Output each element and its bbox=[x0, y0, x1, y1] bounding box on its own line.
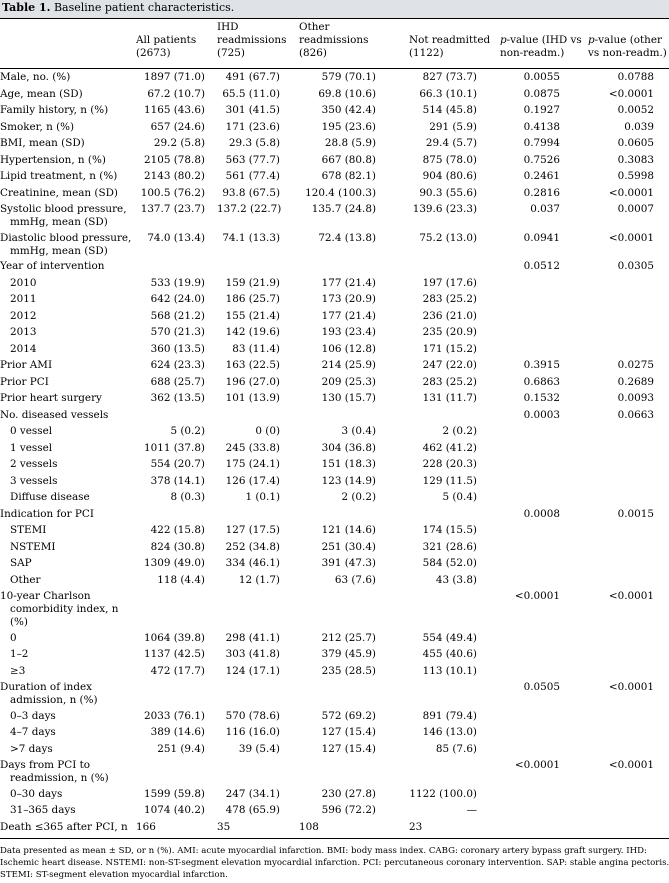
cell-notre: — bbox=[466, 804, 477, 817]
cell-p2: <0.0001 bbox=[608, 681, 654, 694]
header-p-text: -value (other bbox=[594, 34, 662, 47]
cell-notre: 129 (11.5) bbox=[422, 474, 477, 487]
cell-ihd: 491 (67.7) bbox=[225, 71, 280, 83]
row-label: 31–365 days bbox=[10, 804, 76, 817]
cell-notre: 197 (17.6) bbox=[422, 276, 477, 289]
cell-ihd: 478 (65.9) bbox=[225, 804, 280, 817]
cell-notre: 247 (22.0) bbox=[422, 359, 477, 371]
cell-all: 389 (14.6) bbox=[150, 726, 205, 739]
cell-p1: 0.7994 bbox=[523, 137, 560, 149]
cell-ihd: 196 (27.0) bbox=[225, 375, 280, 388]
table-footnote bbox=[0, 845, 669, 881]
cell-other: 135.7 (24.8) bbox=[311, 203, 376, 215]
row-label: 3 vessels bbox=[10, 474, 58, 487]
cell-p1: 0.0941 bbox=[523, 231, 560, 244]
cell-notre: 171 (15.2) bbox=[422, 342, 477, 355]
cell-p2: 0.0305 bbox=[617, 260, 654, 272]
row-label: 2012 bbox=[10, 309, 37, 322]
cell-p2: 0.2689 bbox=[617, 375, 654, 388]
cell-notre: 875 (78.0) bbox=[422, 153, 477, 166]
cell-all: 657 (24.6) bbox=[150, 120, 205, 133]
cell-ihd: 171 (23.6) bbox=[225, 120, 280, 133]
row-label: Prior AMI bbox=[0, 359, 53, 371]
cell-all: 624 (23.3) bbox=[150, 359, 205, 371]
cell-all: 554 (20.7) bbox=[150, 458, 205, 470]
cell-all: 362 (13.5) bbox=[150, 392, 205, 404]
row-label: 10-year Charlson bbox=[0, 590, 91, 602]
row-label: 0–30 days bbox=[10, 787, 63, 800]
header-p-italic: p bbox=[500, 34, 507, 47]
cell-other: 230 (27.8) bbox=[321, 787, 376, 800]
row-label: Prior heart surgery bbox=[0, 392, 102, 404]
row-label: 2014 bbox=[10, 342, 37, 355]
cell-notre: 5 (0.4) bbox=[442, 491, 477, 503]
cell-p1: 0.1927 bbox=[523, 104, 560, 116]
header-other-readmissions: readmissions bbox=[299, 34, 369, 47]
cell-all: 2033 (76.1) bbox=[144, 709, 205, 722]
cell-all: 2143 (80.2) bbox=[144, 170, 205, 182]
row-label: 2 vessels bbox=[10, 458, 58, 470]
row-label: 2011 bbox=[10, 293, 37, 305]
cell-ihd: 247 (34.1) bbox=[225, 787, 280, 800]
cell-ihd: 0 (0) bbox=[255, 425, 280, 437]
header-p1-pvalue bbox=[500, 34, 582, 47]
cell-other: 28.8 (5.9) bbox=[324, 137, 376, 149]
cell-ihd: 127 (17.5) bbox=[225, 524, 280, 536]
cell-all: 422 (15.8) bbox=[150, 524, 205, 536]
cell-ihd: 163 (22.5) bbox=[225, 359, 280, 371]
cell-all: 1074 (40.2) bbox=[144, 804, 205, 817]
cell-p2: 0.0788 bbox=[617, 71, 654, 83]
cell-other: 235 (28.5) bbox=[321, 664, 376, 677]
cell-other: 579 (70.1) bbox=[321, 71, 376, 83]
cell-other: 214 (25.9) bbox=[321, 359, 376, 371]
row-label: mmHg, mean (SD) bbox=[10, 244, 108, 257]
cell-notre: 146 (13.0) bbox=[422, 726, 477, 739]
row-label: Year of intervention bbox=[0, 260, 105, 272]
cell-all: 688 (25.7) bbox=[150, 375, 205, 388]
header-other-readmissions: (826) bbox=[299, 47, 327, 60]
cell-other: 130 (15.7) bbox=[321, 392, 376, 404]
cell-notre: 131 (11.7) bbox=[422, 392, 477, 404]
cell-other: 304 (36.8) bbox=[321, 441, 376, 454]
cell-p2: <0.0001 bbox=[608, 231, 654, 244]
footnote-line-2: Ischemic heart disease. NSTEMI: non-ST-segment elevation myocardial infarction. PCI: percutaneous coronary intervention. SAP: stable angina pectoris. bbox=[0, 858, 669, 868]
cell-other: 108 bbox=[299, 820, 319, 833]
cell-p1: 0.037 bbox=[530, 203, 560, 215]
cell-notre: 321 (28.6) bbox=[422, 540, 477, 553]
cell-other: 173 (20.9) bbox=[321, 293, 376, 305]
cell-ihd: 561 (77.4) bbox=[225, 170, 280, 182]
row-label: Smoker, n (%) bbox=[0, 120, 75, 133]
header-p-text: -value (IHD vs bbox=[506, 34, 582, 47]
cell-ihd: 245 (33.8) bbox=[225, 441, 280, 454]
cell-all: 1137 (42.5) bbox=[144, 648, 205, 661]
cell-other: 572 (69.2) bbox=[321, 709, 376, 722]
cell-all: 29.2 (5.8) bbox=[153, 137, 205, 149]
cell-notre: 75.2 (13.0) bbox=[419, 231, 477, 244]
footnote-line-1: Data presented as mean ± SD, or n (%). AMI: acute myocardial infarction. BMI: body mass index. CABG: coronary artery bypass graft surgery. IHD: bbox=[0, 846, 647, 856]
cell-p1: 0.4138 bbox=[523, 120, 560, 133]
row-label: 0 vessel bbox=[10, 425, 53, 437]
cell-all: 1165 (43.6) bbox=[144, 104, 205, 116]
table-number: Table 1. bbox=[2, 1, 51, 14]
header-p1-pvalue bbox=[500, 47, 564, 60]
cell-all: 1011 (37.8) bbox=[144, 441, 205, 454]
row-label: comorbidity index, n bbox=[10, 603, 119, 616]
cell-p1: 0.6863 bbox=[523, 375, 560, 388]
cell-notre: 85 (7.6) bbox=[435, 742, 477, 755]
cell-p2: 0.0007 bbox=[617, 203, 654, 215]
cell-all: 360 (13.5) bbox=[150, 342, 205, 355]
cell-all: 8 (0.3) bbox=[170, 491, 205, 503]
cell-all: 1599 (59.8) bbox=[144, 787, 205, 800]
cell-p2: 0.0093 bbox=[617, 392, 654, 404]
row-label: (%) bbox=[10, 616, 28, 629]
cell-ihd: 126 (17.4) bbox=[225, 474, 280, 487]
cell-p1: 0.0875 bbox=[523, 87, 560, 100]
cell-ihd: 570 (78.6) bbox=[225, 709, 280, 722]
cell-other: 195 (23.6) bbox=[321, 120, 376, 133]
cell-all: 118 (4.4) bbox=[157, 573, 205, 586]
cell-ihd: 1 (0.1) bbox=[245, 491, 280, 503]
row-label: Duration of index bbox=[0, 681, 93, 694]
cell-other: 251 (30.4) bbox=[321, 540, 376, 553]
header-p2-pvalue bbox=[588, 34, 662, 47]
cell-other: 350 (42.4) bbox=[321, 104, 376, 116]
header-p-text: non-readm.) bbox=[500, 47, 565, 60]
cell-notre: 139.6 (23.3) bbox=[412, 203, 477, 215]
cell-p2: 0.5998 bbox=[617, 170, 654, 182]
cell-p2: 0.0275 bbox=[617, 359, 654, 371]
header-all-patients: (2673) bbox=[136, 47, 171, 60]
cell-notre: 23 bbox=[409, 820, 423, 833]
cell-ihd: 39 (5.4) bbox=[238, 742, 280, 755]
row-label: ≥3 bbox=[10, 664, 26, 677]
cell-ihd: 29.3 (5.8) bbox=[228, 137, 280, 149]
cell-notre: 236 (21.0) bbox=[422, 309, 477, 322]
cell-other: 121 (14.6) bbox=[321, 524, 376, 536]
cell-ihd: 124 (17.1) bbox=[225, 664, 280, 677]
cell-all: 1309 (49.0) bbox=[144, 557, 205, 569]
cell-p1: 0.7526 bbox=[523, 153, 560, 166]
cell-other: 151 (18.3) bbox=[321, 458, 376, 470]
cell-ihd: 74.1 (13.3) bbox=[222, 231, 280, 244]
header-p-text: vs non-readm.) bbox=[588, 47, 667, 60]
cell-notre: 891 (79.4) bbox=[422, 709, 477, 722]
row-label: No. diseased vessels bbox=[0, 408, 109, 421]
cell-ihd: 83 (11.4) bbox=[232, 342, 280, 355]
row-label: 0–3 days bbox=[10, 709, 56, 722]
cell-ihd: 35 bbox=[217, 820, 231, 833]
cell-notre: 514 (45.8) bbox=[422, 104, 477, 116]
row-label: 1–2 bbox=[10, 648, 29, 661]
header-ihd-readmissions: (725) bbox=[217, 47, 245, 60]
row-label: mmHg, mean (SD) bbox=[10, 216, 108, 229]
cell-ihd: 65.5 (11.0) bbox=[222, 87, 280, 100]
cell-p1: 0.0505 bbox=[523, 681, 560, 694]
cell-all: 1897 (71.0) bbox=[144, 71, 205, 83]
cell-notre: 554 (49.4) bbox=[422, 631, 477, 644]
row-label: SAP bbox=[10, 557, 32, 569]
header-p-italic: p bbox=[588, 34, 595, 47]
cell-ihd: 303 (41.8) bbox=[225, 648, 280, 661]
cell-p2: 0.0663 bbox=[617, 408, 654, 421]
baseline-characteristics-table bbox=[0, 18, 669, 840]
cell-notre: 283 (25.2) bbox=[422, 293, 477, 305]
cell-notre: 174 (15.5) bbox=[422, 524, 477, 536]
header-other-readmissions: Other bbox=[299, 21, 330, 33]
cell-ihd: 175 (24.1) bbox=[225, 458, 280, 470]
row-label: >7 days bbox=[10, 742, 53, 755]
row-label: Other bbox=[10, 573, 41, 586]
cell-notre: 291 (5.9) bbox=[429, 120, 477, 133]
cell-notre: 66.3 (10.1) bbox=[419, 87, 477, 100]
table-top-rule bbox=[0, 18, 669, 19]
cell-all: 824 (30.8) bbox=[150, 540, 205, 553]
cell-all: 533 (19.9) bbox=[150, 276, 205, 289]
cell-p2: 0.0052 bbox=[617, 104, 654, 116]
cell-p1: <0.0001 bbox=[514, 590, 560, 602]
cell-all: 67.2 (10.7) bbox=[147, 87, 205, 100]
cell-p1: 0.2461 bbox=[523, 170, 560, 182]
cell-p2: <0.0001 bbox=[608, 590, 654, 602]
row-label: Systolic blood pressure, bbox=[0, 203, 127, 215]
cell-all: 5 (0.2) bbox=[170, 425, 205, 437]
row-label: Hypertension, n (%) bbox=[0, 153, 106, 166]
cell-other: 379 (45.9) bbox=[321, 648, 376, 661]
cell-p1: 0.3915 bbox=[523, 359, 560, 371]
cell-p2: 0.0605 bbox=[617, 137, 654, 149]
header-ihd-readmissions: readmissions bbox=[217, 34, 287, 47]
cell-notre: 43 (3.8) bbox=[435, 573, 477, 586]
cell-other: 106 (12.8) bbox=[321, 342, 376, 355]
cell-all: 472 (17.7) bbox=[150, 664, 205, 677]
cell-other: 596 (72.2) bbox=[321, 804, 376, 817]
footnote-line-3: STEMI: ST-segment elevation myocardial infarction. bbox=[0, 870, 228, 880]
header-not-readmitted: (1122) bbox=[409, 47, 444, 60]
cell-notre: 455 (40.6) bbox=[422, 648, 477, 661]
row-label: Male, no. (%) bbox=[0, 71, 71, 83]
cell-p1: <0.0001 bbox=[514, 759, 560, 772]
row-label: Death ≤365 after PCI, n bbox=[0, 820, 128, 833]
cell-other: 177 (21.4) bbox=[321, 309, 376, 322]
row-label: NSTEMI bbox=[10, 540, 56, 553]
cell-all: 642 (24.0) bbox=[150, 293, 205, 305]
cell-all: 568 (21.2) bbox=[150, 309, 205, 322]
table-header-rule bbox=[0, 68, 669, 69]
table-bottom-rule bbox=[0, 838, 669, 839]
cell-notre: 235 (20.9) bbox=[422, 326, 477, 338]
cell-all: 2105 (78.8) bbox=[144, 153, 205, 166]
cell-p1: 0.2816 bbox=[523, 186, 560, 199]
row-label: Family history, n (%) bbox=[0, 104, 109, 116]
cell-ihd: 93.8 (67.5) bbox=[222, 186, 280, 199]
cell-p2: 0.0015 bbox=[617, 507, 654, 520]
cell-ihd: 563 (77.7) bbox=[225, 153, 280, 166]
cell-notre: 113 (10.1) bbox=[422, 664, 477, 677]
row-label: BMI, mean (SD) bbox=[0, 137, 85, 149]
cell-ihd: 334 (46.1) bbox=[225, 557, 280, 569]
cell-all: 137.7 (23.7) bbox=[140, 203, 205, 215]
cell-all: 1064 (39.8) bbox=[144, 631, 205, 644]
row-label: Creatinine, mean (SD) bbox=[0, 186, 118, 199]
cell-other: 667 (80.8) bbox=[321, 153, 376, 166]
cell-notre: 584 (52.0) bbox=[422, 557, 477, 569]
cell-ihd: 116 (16.0) bbox=[225, 726, 280, 739]
cell-ihd: 301 (41.5) bbox=[225, 104, 280, 116]
cell-ihd: 101 (13.9) bbox=[225, 392, 280, 404]
cell-ihd: 186 (25.7) bbox=[225, 293, 280, 305]
row-label: STEMI bbox=[10, 524, 47, 536]
row-label: 2010 bbox=[10, 276, 37, 289]
header-not-readmitted: Not readmitted bbox=[409, 34, 491, 47]
cell-other: 678 (82.1) bbox=[321, 170, 376, 182]
cell-other: 69.8 (10.6) bbox=[318, 87, 376, 100]
cell-p2: <0.0001 bbox=[608, 759, 654, 772]
header-p2-pvalue bbox=[588, 47, 667, 60]
cell-all: 100.5 (76.2) bbox=[140, 186, 205, 199]
cell-p2: <0.0001 bbox=[608, 87, 654, 100]
row-label: Prior PCI bbox=[0, 375, 49, 388]
cell-other: 3 (0.4) bbox=[341, 425, 376, 437]
cell-p1: 0.0512 bbox=[523, 260, 560, 272]
table-caption bbox=[2, 1, 234, 15]
cell-notre: 228 (20.3) bbox=[422, 458, 477, 470]
row-label: Age, mean (SD) bbox=[0, 87, 83, 100]
cell-ihd: 252 (34.8) bbox=[225, 540, 280, 553]
table-caption-bar bbox=[0, 0, 669, 18]
cell-notre: 462 (41.2) bbox=[422, 441, 477, 454]
cell-other: 127 (15.4) bbox=[321, 742, 376, 755]
row-label: admission, n (%) bbox=[10, 694, 98, 707]
cell-other: 2 (0.2) bbox=[341, 491, 376, 503]
cell-other: 212 (25.7) bbox=[321, 631, 376, 644]
cell-all: 166 bbox=[136, 820, 156, 833]
row-label: 0 bbox=[10, 631, 17, 644]
cell-other: 177 (21.4) bbox=[321, 276, 376, 289]
cell-notre: 827 (73.7) bbox=[422, 71, 477, 83]
cell-p1: 0.0008 bbox=[523, 507, 560, 520]
cell-ihd: 155 (21.4) bbox=[225, 309, 280, 322]
header-ihd-readmissions: IHD bbox=[217, 21, 239, 33]
cell-other: 63 (7.6) bbox=[334, 573, 376, 586]
row-label: Diffuse disease bbox=[10, 491, 90, 503]
cell-notre: 90.3 (55.6) bbox=[419, 186, 477, 199]
cell-notre: 1122 (100.0) bbox=[409, 787, 477, 800]
row-label: Lipid treatment, n (%) bbox=[0, 170, 118, 182]
cell-other: 193 (23.4) bbox=[321, 326, 376, 338]
cell-all: 378 (14.1) bbox=[150, 474, 205, 487]
row-label: Days from PCI to bbox=[0, 759, 91, 772]
row-label: 4–7 days bbox=[10, 726, 56, 739]
cell-other: 127 (15.4) bbox=[321, 726, 376, 739]
cell-notre: 2 (0.2) bbox=[442, 425, 477, 437]
cell-ihd: 298 (41.1) bbox=[225, 631, 280, 644]
cell-ihd: 142 (19.6) bbox=[225, 326, 280, 338]
row-label: 2013 bbox=[10, 326, 37, 338]
cell-all: 74.0 (13.4) bbox=[147, 231, 205, 244]
cell-other: 123 (14.9) bbox=[321, 474, 376, 487]
table-title: Baseline patient characteristics. bbox=[53, 1, 235, 14]
cell-ihd: 159 (21.9) bbox=[225, 276, 280, 289]
cell-p2: <0.0001 bbox=[608, 186, 654, 199]
cell-notre: 904 (80.6) bbox=[422, 170, 477, 182]
cell-p2: 0.3083 bbox=[617, 153, 654, 166]
header-all-patients: All patients bbox=[136, 34, 197, 47]
cell-notre: 283 (25.2) bbox=[422, 375, 477, 388]
cell-p1: 0.1532 bbox=[523, 392, 560, 404]
row-label: Indication for PCI bbox=[0, 507, 94, 520]
cell-other: 120.4 (100.3) bbox=[305, 186, 376, 199]
cell-ihd: 12 (1.7) bbox=[238, 573, 280, 586]
cell-all: 570 (21.3) bbox=[150, 326, 205, 338]
cell-ihd: 137.2 (22.7) bbox=[217, 203, 282, 215]
cell-notre: 29.4 (5.7) bbox=[425, 137, 477, 149]
row-label: Diastolic blood pressure, bbox=[0, 231, 132, 244]
cell-other: 209 (25.3) bbox=[321, 375, 376, 388]
cell-other: 391 (47.3) bbox=[321, 557, 376, 569]
cell-other: 72.4 (13.8) bbox=[318, 231, 376, 244]
row-label: readmission, n (%) bbox=[10, 772, 109, 785]
cell-p1: 0.0055 bbox=[523, 71, 560, 83]
cell-all: 251 (9.4) bbox=[157, 742, 205, 755]
row-label: 1 vessel bbox=[10, 441, 53, 454]
cell-p1: 0.0003 bbox=[523, 408, 560, 421]
cell-p2: 0.039 bbox=[624, 120, 654, 133]
